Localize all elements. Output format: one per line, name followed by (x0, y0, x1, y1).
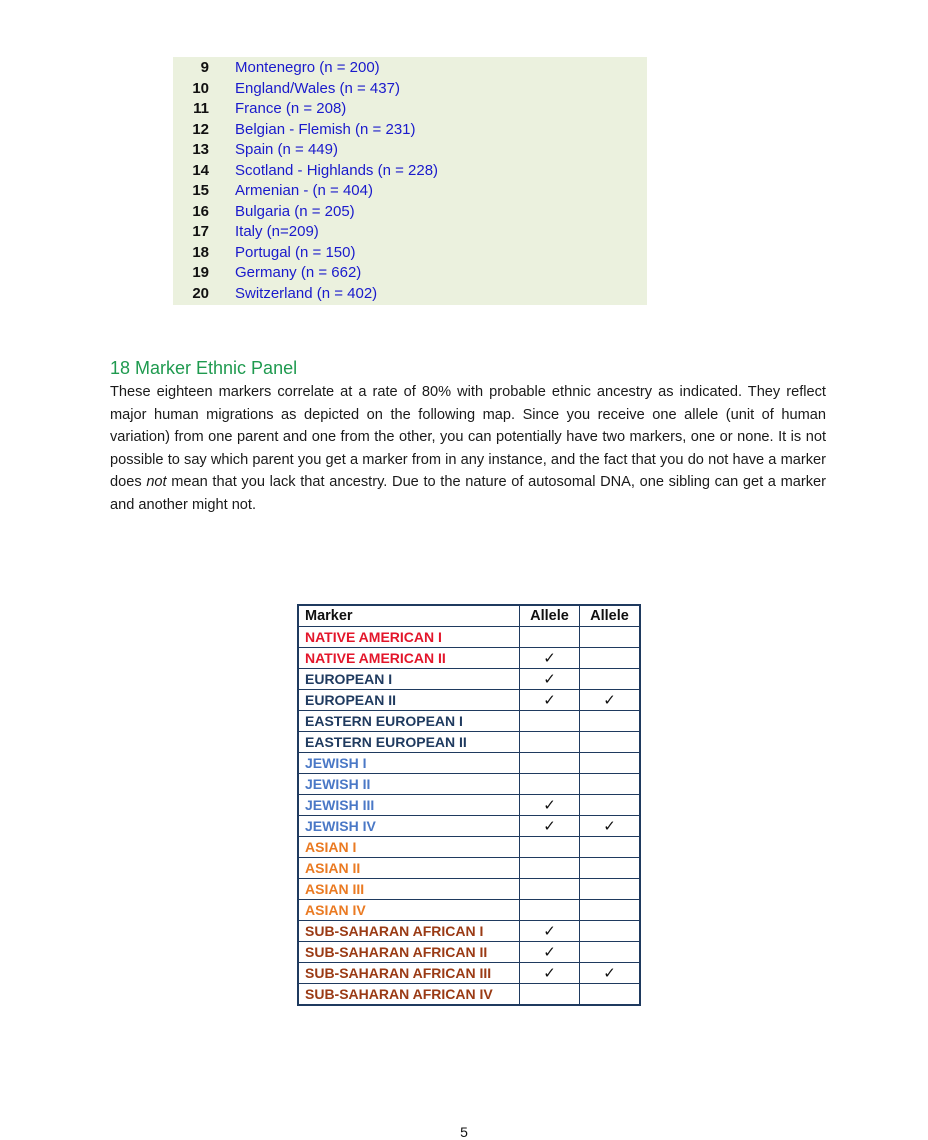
allele-1-cell (520, 732, 580, 753)
page-number: 5 (460, 1124, 468, 1140)
marker-name: ASIAN IV (298, 900, 520, 921)
population-rank: 13 (192, 141, 209, 158)
table-row (298, 921, 640, 942)
population-rank: 18 (192, 243, 209, 261)
allele-1-cell (520, 690, 580, 711)
checkmark-icon: ✓ (603, 964, 616, 982)
checkmark-icon: ✓ (543, 670, 556, 688)
table-row (298, 711, 640, 732)
population-name: Bulgaria (n = 205) (235, 202, 355, 220)
table-row (298, 963, 640, 984)
header-marker: Marker (298, 605, 520, 627)
allele-2-cell (580, 669, 641, 690)
allele-1-cell (520, 753, 580, 774)
marker-name: ASIAN III (298, 879, 520, 900)
marker-name: EASTERN EUROPEAN I (298, 711, 520, 732)
allele-1-cell (520, 984, 580, 1006)
marker-name: EUROPEAN I (298, 669, 520, 690)
marker-table-header-row (298, 605, 640, 627)
population-list-item (173, 99, 647, 120)
allele-1-cell (520, 921, 580, 942)
table-row (298, 732, 640, 753)
marker-name: SUB-SAHARAN AFRICAN I (298, 921, 520, 942)
population-rank: 16 (192, 202, 209, 220)
marker-name: NATIVE AMERICAN I (298, 627, 520, 648)
allele-2-cell (580, 921, 641, 942)
marker-name: SUB-SAHARAN AFRICAN III (298, 963, 520, 984)
paragraph-text-part1: These eighteen markers correlate at a rate of 80% with probable ethnic ancestry as indicated. They reflect major human migrations as depicted on the following map. Since you receive one allele (unit of human variation) from one parent and one from the other, you can potentially have two markers, one or none. It is not possible to say which parent you get a marker from in any instance, and the fact that you do not have a marker does (110, 384, 826, 491)
table-row (298, 774, 640, 795)
table-row (298, 984, 640, 1006)
table-row (298, 669, 640, 690)
allele-2-cell (580, 858, 641, 879)
checkmark-icon: ✓ (603, 817, 616, 835)
population-name: Switzerland (n = 402) (235, 284, 378, 302)
checkmark-icon: ✓ (543, 691, 556, 709)
marker-table-body (298, 627, 640, 1006)
allele-2-cell (580, 837, 641, 858)
allele-2-cell (580, 879, 641, 900)
table-row (298, 795, 640, 816)
allele-1-cell (520, 795, 580, 816)
allele-2-cell (580, 816, 641, 837)
table-row (298, 753, 640, 774)
population-list-item (173, 222, 647, 243)
allele-2-cell (580, 984, 641, 1006)
marker-name: SUB-SAHARAN AFRICAN IV (298, 984, 520, 1006)
population-rank: 20 (192, 284, 209, 302)
header-allele-1: Allele (520, 605, 580, 627)
checkmark-icon: ✓ (543, 649, 556, 667)
population-name: Germany (n = 662) (235, 264, 362, 281)
allele-2-cell (580, 795, 641, 816)
allele-2-cell (580, 900, 641, 921)
table-row (298, 690, 640, 711)
population-name: England/Wales (n = 437) (235, 79, 400, 97)
population-list-item (173, 58, 647, 79)
checkmark-icon: ✓ (543, 817, 556, 835)
header-allele-2: Allele (580, 605, 641, 627)
allele-1-cell (520, 858, 580, 879)
allele-1-cell (520, 669, 580, 690)
allele-2-cell (580, 690, 641, 711)
population-list-item (173, 243, 647, 264)
population-list-item (173, 181, 647, 202)
marker-name: JEWISH II (298, 774, 520, 795)
marker-table (297, 604, 641, 1006)
allele-1-cell (520, 900, 580, 921)
population-rank: 17 (192, 223, 209, 240)
section-paragraph (110, 381, 826, 517)
marker-name: SUB-SAHARAN AFRICAN II (298, 942, 520, 963)
population-rank: 11 (193, 100, 209, 117)
population-list-item (173, 120, 647, 141)
population-name: Scotland - Highlands (n = 228) (235, 161, 439, 179)
marker-name: JEWISH I (298, 753, 520, 774)
population-name: Montenegro (n = 200) (235, 59, 380, 76)
population-name: France (n = 208) (235, 100, 347, 117)
population-list-item (173, 284, 647, 305)
allele-1-cell (520, 879, 580, 900)
population-list-item (173, 202, 647, 223)
allele-2-cell (580, 648, 641, 669)
population-list-item (173, 79, 647, 100)
allele-1-cell (520, 816, 580, 837)
marker-name: EUROPEAN II (298, 690, 520, 711)
allele-1-cell (520, 963, 580, 984)
allele-1-cell (520, 774, 580, 795)
table-row (298, 858, 640, 879)
table-row (298, 816, 640, 837)
allele-2-cell (580, 942, 641, 963)
checkmark-icon: ✓ (543, 796, 556, 814)
allele-1-cell (520, 942, 580, 963)
population-rank: 15 (192, 182, 209, 199)
allele-1-cell (520, 627, 580, 648)
marker-name: EASTERN EUROPEAN II (298, 732, 520, 753)
marker-name: ASIAN II (298, 858, 520, 879)
allele-1-cell (520, 648, 580, 669)
population-rank: 14 (192, 161, 209, 179)
table-row (298, 627, 640, 648)
population-list-item (173, 161, 647, 182)
table-row (298, 648, 640, 669)
population-rank: 10 (192, 79, 209, 97)
checkmark-icon: ✓ (603, 691, 616, 709)
allele-2-cell (580, 627, 641, 648)
population-list-item (173, 140, 647, 161)
paragraph-text-part2: mean that you lack that ancestry. Due to the nature of autosomal DNA, one sibling can get a marker and another might not. (110, 474, 826, 513)
marker-name: ASIAN I (298, 837, 520, 858)
allele-2-cell (580, 963, 641, 984)
allele-2-cell (580, 732, 641, 753)
marker-name: JEWISH III (298, 795, 520, 816)
population-list-item (173, 263, 647, 284)
allele-1-cell (520, 711, 580, 732)
population-name: Armenian - (n = 404) (235, 182, 373, 199)
population-rank: 19 (192, 264, 209, 281)
table-row (298, 942, 640, 963)
population-name: Portugal (n = 150) (235, 243, 356, 261)
section-heading: 18 Marker Ethnic Panel (110, 358, 298, 378)
marker-name: NATIVE AMERICAN II (298, 648, 520, 669)
population-name: Belgian - Flemish (n = 231) (235, 120, 416, 138)
allele-2-cell (580, 753, 641, 774)
population-ranking-list (173, 57, 647, 305)
checkmark-icon: ✓ (543, 943, 556, 961)
population-name: Italy (n=209) (235, 223, 319, 240)
allele-2-cell (580, 711, 641, 732)
population-rank: 9 (200, 59, 209, 76)
allele-2-cell (580, 774, 641, 795)
population-rank: 12 (192, 120, 209, 138)
table-row (298, 900, 640, 921)
paragraph-emphasis: not (146, 474, 167, 491)
table-row (298, 879, 640, 900)
table-row (298, 837, 640, 858)
allele-1-cell (520, 837, 580, 858)
marker-name: JEWISH IV (298, 816, 520, 837)
checkmark-icon: ✓ (543, 964, 556, 982)
checkmark-icon: ✓ (543, 922, 556, 940)
population-name: Spain (n = 449) (235, 141, 338, 158)
